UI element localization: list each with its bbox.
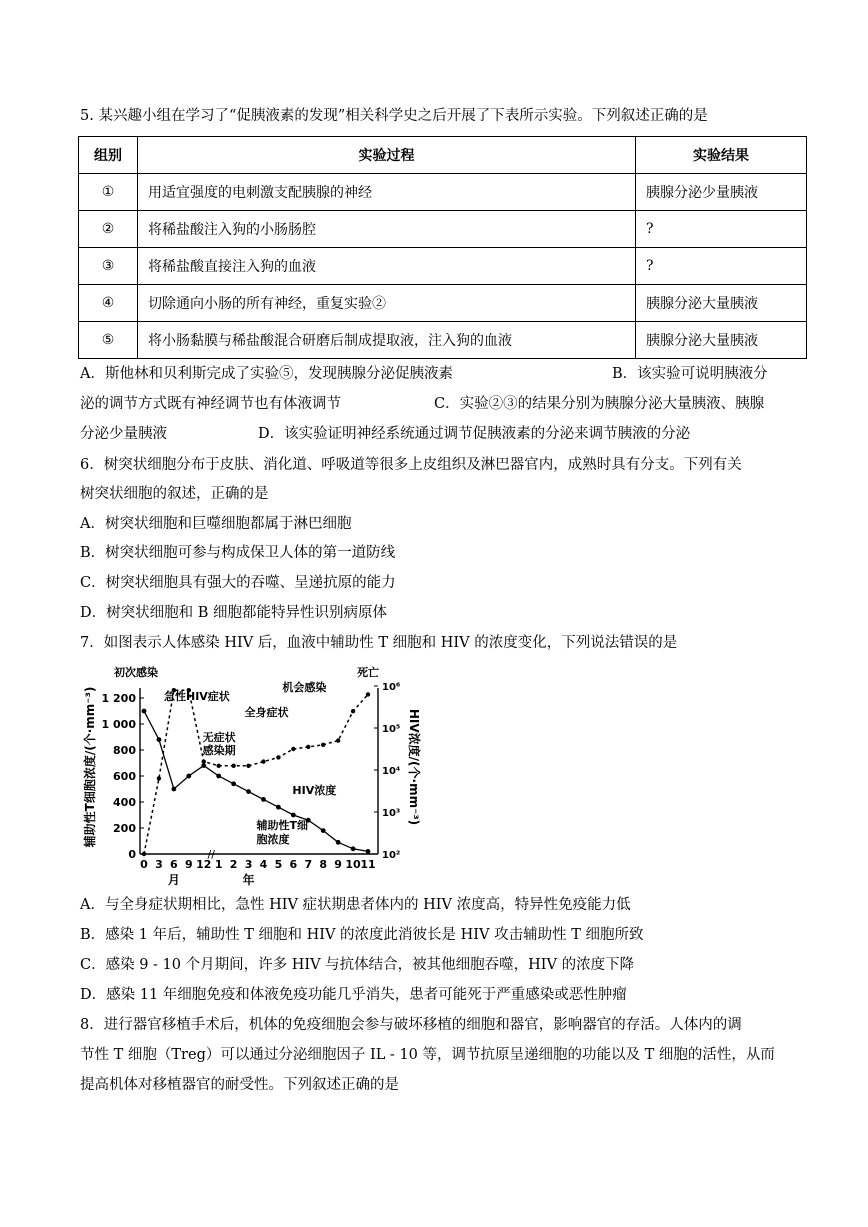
right-tick-label: 10⁶ bbox=[382, 682, 401, 693]
q6-option-d: D．树突状细胞和 B 细胞都能特异性识别病原体 bbox=[80, 605, 387, 621]
x-tick-label: 3 bbox=[244, 858, 253, 871]
row-result: 胰腺分泌大量胰液 bbox=[636, 322, 807, 359]
col-header-result: 实验结果 bbox=[636, 137, 807, 174]
q8-stem-line3: 提高机体对移植器官的耐受性。下列叙述正确的是 bbox=[80, 1077, 399, 1093]
hiv-point bbox=[351, 709, 355, 713]
annotation-label: HIV浓度 bbox=[292, 783, 337, 797]
q5-option-b-part1: B．该实验可说明胰液分 bbox=[612, 366, 768, 382]
helper-t-cell-point bbox=[291, 813, 296, 818]
hiv-point bbox=[336, 738, 340, 742]
row-process: 切除通向小肠的所有神经，重复实验② bbox=[138, 285, 636, 322]
x-tick-label: 7 bbox=[304, 858, 313, 871]
annotation-label: 全身症状 bbox=[244, 706, 289, 720]
q5-option-c-part1: C．实验②③的结果分别为胰腺分泌大量胰液、胰腺 bbox=[434, 396, 765, 412]
x-tick-label: 0 bbox=[140, 858, 148, 871]
annotation-label: 机会感染 bbox=[282, 681, 327, 694]
row-id: ② bbox=[79, 211, 138, 248]
helper-t-cell-point bbox=[231, 781, 236, 786]
helper-t-cell-point bbox=[201, 763, 206, 768]
x-tick-label: 3 bbox=[155, 858, 163, 871]
axis-break-mark: // bbox=[207, 848, 215, 861]
x-tick-label: 11 bbox=[360, 858, 376, 871]
hiv-point bbox=[261, 759, 265, 763]
x-tick-label: 2 bbox=[229, 858, 238, 871]
x-tick-label: 12 bbox=[196, 858, 212, 871]
helper-t-cell-point bbox=[321, 828, 326, 833]
helper-t-cell-point bbox=[261, 797, 266, 802]
annotation-label: 死亡 bbox=[357, 666, 380, 679]
annotation-label: 无症状 bbox=[202, 731, 236, 744]
left-tick-label: 800 bbox=[113, 744, 136, 757]
row-result: ? bbox=[636, 248, 807, 285]
annotation-label: 急性HIV症状 bbox=[164, 690, 230, 703]
table-row bbox=[79, 322, 807, 359]
x-tick-label: 6 bbox=[170, 858, 178, 871]
helper-t-cell-point bbox=[157, 737, 162, 742]
annotation-label: 胞浓度 bbox=[256, 832, 290, 846]
q7-option-b: B．感染 1 年后，辅助性 T 细胞和 HIV 的浓度此消彼长是 HIV 攻击辅助性 T 细胞所致 bbox=[80, 927, 644, 943]
left-axis-title: 辅助性T细胞浓度/(个·mm⁻³) bbox=[83, 686, 97, 848]
row-result: 胰腺分泌少量胰液 bbox=[636, 174, 807, 211]
q6-option-a: A．树突状细胞和巨噬细胞都属于淋巴细胞 bbox=[80, 516, 352, 532]
left-tick-label: 200 bbox=[113, 822, 136, 835]
q5-option-b-part2: 泌的调节方式既有神经调节也有体液调节 bbox=[80, 396, 341, 412]
hiv-chart bbox=[80, 660, 440, 886]
hiv-point bbox=[246, 764, 250, 768]
q5-option-a: A．斯他林和贝利斯完成了实验⑤，发现胰腺分泌促胰液素 bbox=[80, 366, 453, 382]
helper-t-cell-point bbox=[171, 787, 176, 792]
helper-t-cell-point bbox=[351, 846, 356, 851]
q6-option-c: C．树突状细胞具有强大的吞噬、呈递抗原的能力 bbox=[80, 575, 396, 591]
helper-t-cell-point bbox=[216, 774, 221, 779]
q7-stem: 7．如图表示人体感染 HIV 后，血液中辅助性 T 细胞和 HIV 的浓度变化，下列说法错误的是 bbox=[80, 635, 678, 651]
x-tick-label: 10 bbox=[345, 858, 361, 871]
table-row bbox=[79, 248, 807, 285]
table-row bbox=[79, 211, 807, 248]
q8-stem-line1: 8．进行器官移植手术后，机体的免疫细胞会参与破坏移植的细胞和器官，影响器官的存活。人体内的调 bbox=[80, 1017, 742, 1033]
q5-stem: 5. 某兴趣小组在学习了“促胰液素的发现”相关科学史之后开展了下表所示实验。下列叙述正确的是 bbox=[80, 108, 708, 124]
right-tick-label: 10² bbox=[382, 850, 401, 861]
table-header-row bbox=[79, 137, 807, 174]
q5-option-d: D．该实验证明神经系统通过调节促胰液素的分泌来调节胰液的分泌 bbox=[258, 426, 691, 442]
hiv-point bbox=[216, 764, 220, 768]
x-tick-label: 5 bbox=[274, 858, 283, 871]
helper-t-cell-point bbox=[366, 849, 371, 854]
row-id: ④ bbox=[79, 285, 138, 322]
helper-t-cell-point bbox=[336, 840, 341, 845]
x-tick-label: 9 bbox=[334, 858, 342, 871]
x-tick-label: 4 bbox=[259, 858, 268, 871]
row-id: ① bbox=[79, 174, 138, 211]
row-process: 用适宜强度的电刺激支配胰腺的神经 bbox=[138, 174, 636, 211]
col-header-group: 组别 bbox=[79, 137, 138, 174]
col-header-process: 实验过程 bbox=[138, 137, 636, 174]
left-tick-label: 400 bbox=[113, 796, 136, 809]
hiv-point bbox=[321, 743, 325, 747]
q8-stem-line2: 节性 T 细胞（Treg）可以通过分泌细胞因子 IL - 10 等，调节抗原呈递细胞的功能以及 T 细胞的活性，从而 bbox=[80, 1047, 775, 1063]
x-tick-label: 1 bbox=[214, 858, 223, 871]
row-process: 将小肠黏膜与稀盐酸混合研磨后制成提取液，注入狗的血液 bbox=[138, 322, 636, 359]
q6-option-b: B．树突状细胞可参与构成保卫人体的第一道防线 bbox=[80, 545, 396, 561]
q7-option-d: D．感染 11 年细胞免疫和体液免疫功能几乎消失，患者可能死于严重感染或恶性肿瘤 bbox=[80, 987, 627, 1003]
helper-t-cell-point bbox=[246, 789, 251, 794]
helper-t-cell-point bbox=[186, 774, 191, 779]
right-tick-label: 10⁴ bbox=[382, 766, 401, 777]
helper-t-cell-point bbox=[276, 805, 281, 810]
helper-t-cell-point bbox=[142, 709, 147, 714]
x-label-year: 年 bbox=[242, 873, 255, 886]
annotation-label: 感染期 bbox=[202, 744, 236, 757]
q6-stem-line1: 6．树突状细胞分布于皮肤、消化道、呼吸道等很多上皮组织及淋巴器官内，成熟时具有分支。下列有关 bbox=[80, 457, 742, 473]
hiv-point bbox=[202, 759, 206, 763]
hiv-point bbox=[157, 776, 161, 780]
hiv-point bbox=[231, 764, 235, 768]
left-tick-label: 600 bbox=[113, 770, 136, 783]
row-process: 将稀盐酸直接注入狗的血液 bbox=[138, 248, 636, 285]
q5-option-c-part2: 分泌少量胰液 bbox=[80, 426, 167, 442]
hiv-point bbox=[291, 747, 295, 751]
x-tick-label: 6 bbox=[289, 858, 298, 871]
right-tick-label: 10³ bbox=[382, 808, 401, 819]
experiment-table bbox=[78, 136, 807, 359]
hiv-point bbox=[306, 745, 310, 749]
right-axis-title: HIV浓度/(个·mm⁻³) bbox=[407, 708, 421, 826]
x-label-month: 月 bbox=[167, 873, 180, 886]
q6-stem-line2: 树突状细胞的叙述，正确的是 bbox=[80, 486, 269, 502]
annotation-label: 辅助性T细 bbox=[256, 818, 309, 832]
x-tick-label: 9 bbox=[184, 858, 193, 871]
row-result: 胰腺分泌大量胰液 bbox=[636, 285, 807, 322]
row-id: ③ bbox=[79, 248, 138, 285]
q7-option-c: C．感染 9 - 10 个月期间，许多 HIV 与抗体结合，被其他细胞吞噬，HIV 的浓度下降 bbox=[80, 957, 635, 973]
hiv-point bbox=[366, 692, 370, 696]
annotation-label: 初次感染 bbox=[114, 666, 158, 679]
q7-option-a: A．与全身症状期相比，急性 HIV 症状期患者体内的 HIV 浓度高，特异性免疫能力低 bbox=[80, 897, 631, 913]
hiv-point bbox=[276, 755, 280, 759]
row-result: ? bbox=[636, 211, 807, 248]
table-row bbox=[79, 174, 807, 211]
left-tick-label: 1 200 bbox=[101, 692, 136, 705]
hiv-point bbox=[142, 852, 146, 856]
table-row bbox=[79, 285, 807, 322]
right-tick-label: 10⁵ bbox=[382, 724, 401, 735]
row-id: ⑤ bbox=[79, 322, 138, 359]
chart-labels bbox=[82, 665, 422, 886]
left-tick-label: 0 bbox=[128, 848, 136, 861]
left-tick-label: 1 000 bbox=[101, 718, 136, 731]
x-tick-label: 8 bbox=[319, 858, 328, 871]
row-process: 将稀盐酸注入狗的小肠肠腔 bbox=[138, 211, 636, 248]
